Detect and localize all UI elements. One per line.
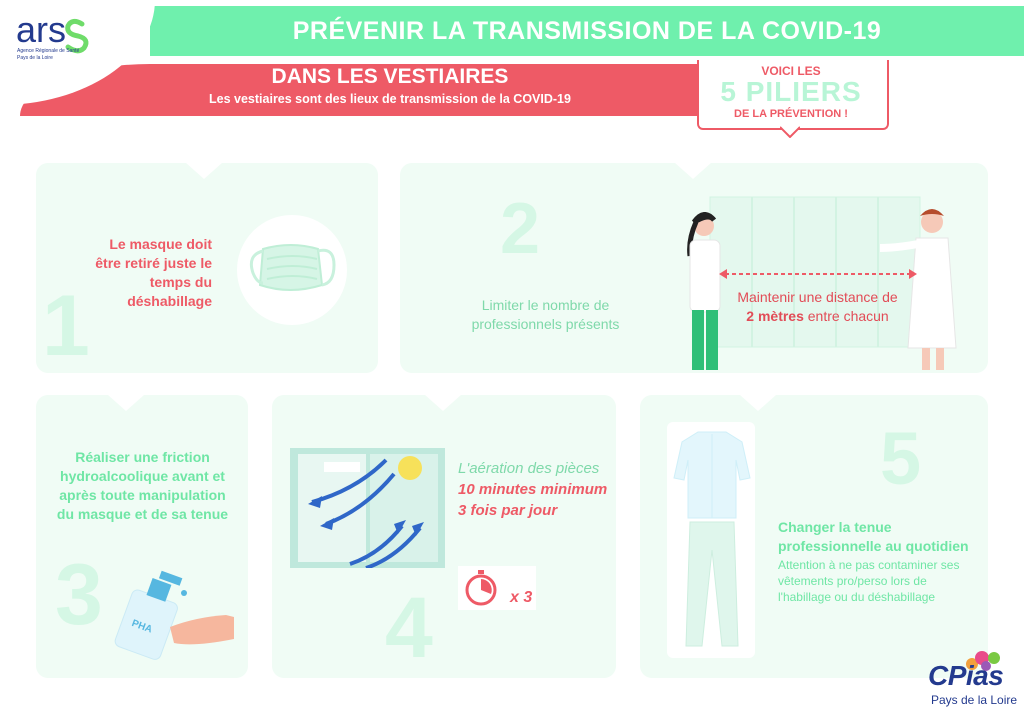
- card-4-text: [458, 458, 608, 521]
- pillars-line3: DE LA PRÉVENTION !: [734, 108, 848, 120]
- card-4-text-bold: 10 minutes minimum 3 fois par jour: [458, 481, 608, 519]
- distance-arrow-icon: [719, 268, 917, 280]
- card-3-text: Réaliser une friction hydroalcoolique avant et après toute manipulation du masque et de sa tenue: [56, 449, 229, 522]
- ars-logo: [16, 10, 106, 67]
- card-4-number: 4: [385, 580, 433, 676]
- card-5-notch: [740, 395, 776, 411]
- card-3-notch: [108, 395, 144, 411]
- card-2-text: Limiter le nombre de professionnels présents: [471, 297, 620, 332]
- hand-sanitizer-icon: [108, 565, 248, 665]
- pillars-box-tip: [780, 126, 800, 138]
- card-5-text: Attention à ne pas contaminer ses vêtements pro/perso lors de l'habillage ou du déshabillage: [778, 558, 960, 604]
- bottle-label: PHA: [130, 618, 154, 636]
- ars-logo-letters: ars: [16, 10, 67, 50]
- ars-logo-sub2: Pays de la Loire: [17, 55, 53, 61]
- timer-label: [510, 589, 532, 607]
- page-title: PRÉVENIR LA TRANSMISSION DE LA COVID-19: [292, 17, 882, 45]
- cpias-logo: CPias: [928, 660, 1004, 691]
- card-4-notch: [425, 395, 461, 411]
- card-2-number: 2: [500, 189, 541, 269]
- card-2-distance-bold: 2 mètres: [746, 308, 804, 324]
- ars-logo-sub1: Agence Régionale de Santé: [17, 48, 80, 54]
- mask-icon: [245, 235, 340, 305]
- card-1-text: Le masque doit être retiré juste le temps du déshabillage: [95, 236, 212, 309]
- card-2-distance: [735, 288, 900, 326]
- card-2-distance-pre: Maintenir une distance de: [737, 289, 898, 305]
- card-5-title: Changer la tenue professionnelle au quotidien: [778, 519, 969, 554]
- banner-subtitle: DANS LES VESTIAIRES: [271, 65, 509, 88]
- uniform-icon: [672, 426, 752, 652]
- nurse-left: [680, 212, 730, 372]
- card-1-number: 1: [42, 278, 90, 374]
- card-3-number: 3: [55, 547, 103, 643]
- card-2-notch: [675, 163, 711, 179]
- cpias-logo-sub: Pays de la Loire: [931, 693, 1018, 707]
- card-1-notch: [186, 163, 222, 179]
- banner-subtext: Les vestiaires sont des lieux de transmission de la COVID-19: [209, 92, 571, 106]
- card-4-text-pre: L'aération des pièces: [458, 460, 600, 477]
- timer-icon: [464, 570, 498, 606]
- timer-label-text: x 3: [510, 589, 533, 606]
- card-2-distance-post: entre chacun: [803, 308, 889, 324]
- pillars-line1: VOICI LES: [761, 64, 821, 78]
- window-icon: [290, 448, 445, 568]
- pillars-line2: 5 PILIERS: [720, 76, 862, 107]
- card-5-number: 5: [880, 417, 922, 500]
